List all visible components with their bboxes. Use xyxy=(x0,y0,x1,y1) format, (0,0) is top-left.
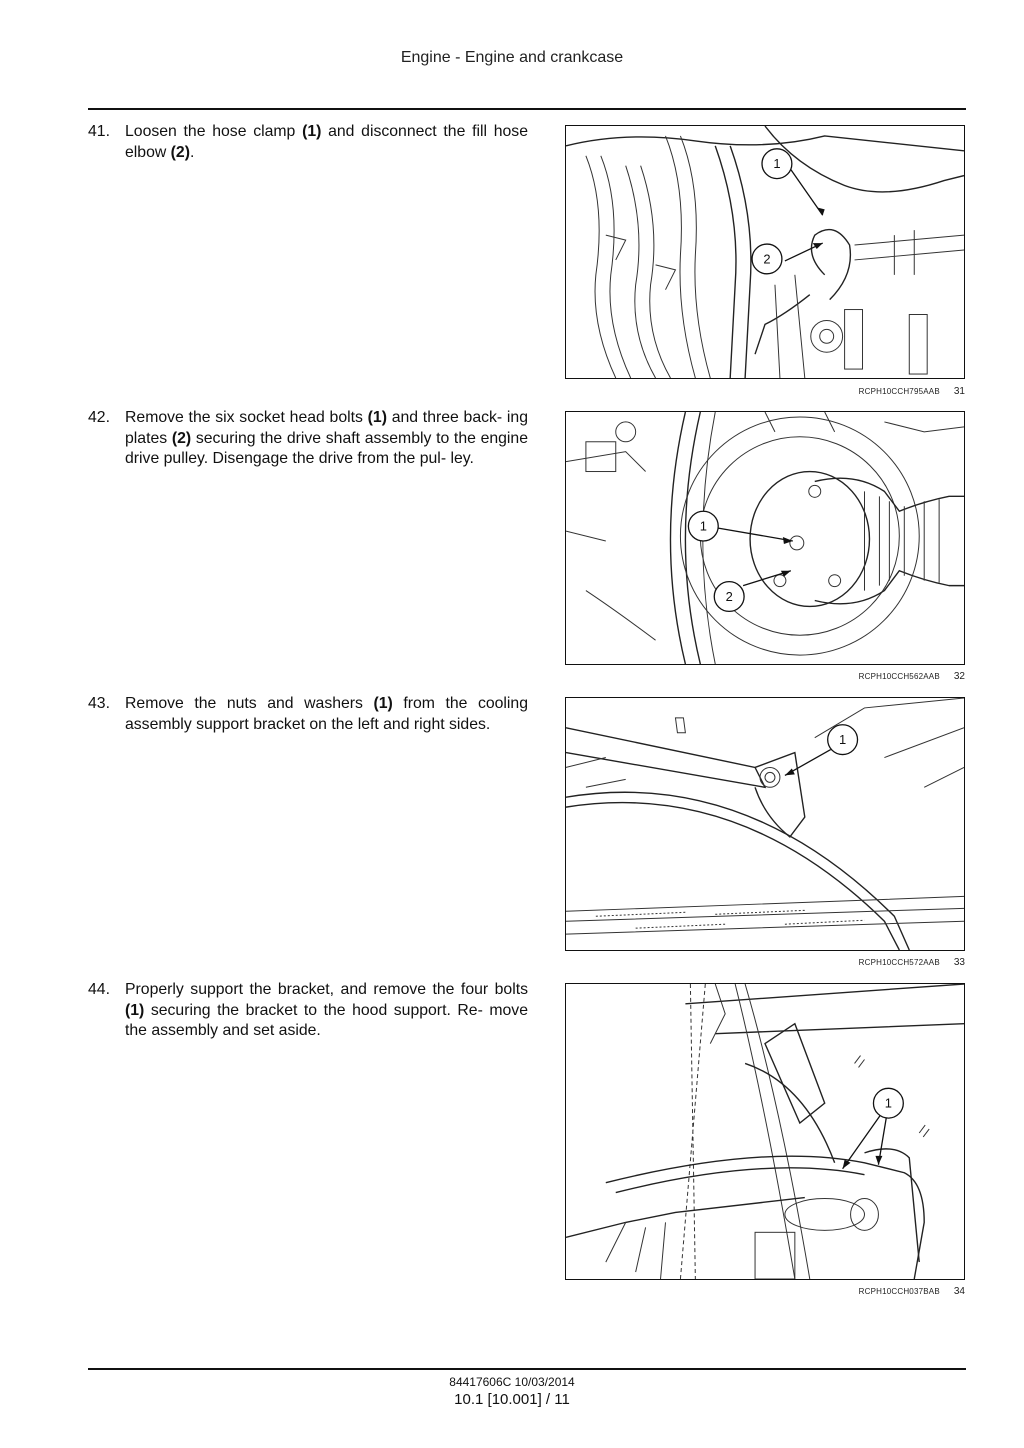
figure-number: 32 xyxy=(953,671,965,682)
figure-code: RCPH10CCH572AAB xyxy=(858,958,940,967)
figure-34-caption xyxy=(565,1286,965,1297)
page-title: Engine - Engine and crankcase xyxy=(400,49,624,66)
step-number: 43. xyxy=(88,695,110,712)
step-text: Loosen the hose clamp (1) and disconnect the fill hose elbow (2). xyxy=(125,123,528,161)
callout-1-label: 1 xyxy=(884,1095,892,1111)
step-number: 44. xyxy=(88,981,110,998)
step-number: 42. xyxy=(88,409,110,426)
callout-1-label: 1 xyxy=(773,156,781,172)
figure-34-illustration xyxy=(565,983,965,1280)
step-41 xyxy=(88,122,528,163)
figure-code: RCPH10CCH562AAB xyxy=(858,672,940,681)
document-id: 84417606C 10/03/2014 xyxy=(449,1375,575,1389)
step-number: 41. xyxy=(88,123,110,140)
callout-1-label: 1 xyxy=(839,732,847,748)
callout-1-label: 1 xyxy=(699,518,707,534)
step-text: Properly support the bracket, and remove the four bolts (1) securing the bracket to the hood support. Re- move the assembly and set aside. xyxy=(125,981,528,1039)
step-text: Remove the six socket head bolts (1) and three back- ing plates (2) securing the drive shaft assembly to the engine drive pulley. Disengage the drive from the pul- ley. xyxy=(125,409,529,467)
figure-32-caption xyxy=(565,671,965,682)
figure-number: 34 xyxy=(953,1286,965,1297)
figure-31-illustration xyxy=(565,125,965,379)
callout-2-label: 2 xyxy=(763,251,771,267)
figure-number: 31 xyxy=(953,386,965,397)
figure-31-caption xyxy=(565,386,965,397)
figure-number: 33 xyxy=(953,957,965,968)
figure-code: RCPH10CCH795AAB xyxy=(858,387,940,396)
step-44 xyxy=(88,980,528,1042)
step-text: Remove the nuts and washers (1) from the cooling assembly support bracket on the left and right sides. xyxy=(125,695,529,733)
figure-33-caption xyxy=(565,957,965,968)
figure-code: RCPH10CCH037BAB xyxy=(858,1287,940,1296)
page-number: 10.1 [10.001] / 11 xyxy=(454,1391,570,1408)
header-divider xyxy=(88,108,966,110)
callout-2-label: 2 xyxy=(725,589,733,605)
figure-33-illustration xyxy=(565,697,965,951)
step-42 xyxy=(88,408,528,470)
footer-divider xyxy=(88,1368,966,1370)
figure-32-illustration xyxy=(565,411,965,665)
step-43 xyxy=(88,694,528,735)
